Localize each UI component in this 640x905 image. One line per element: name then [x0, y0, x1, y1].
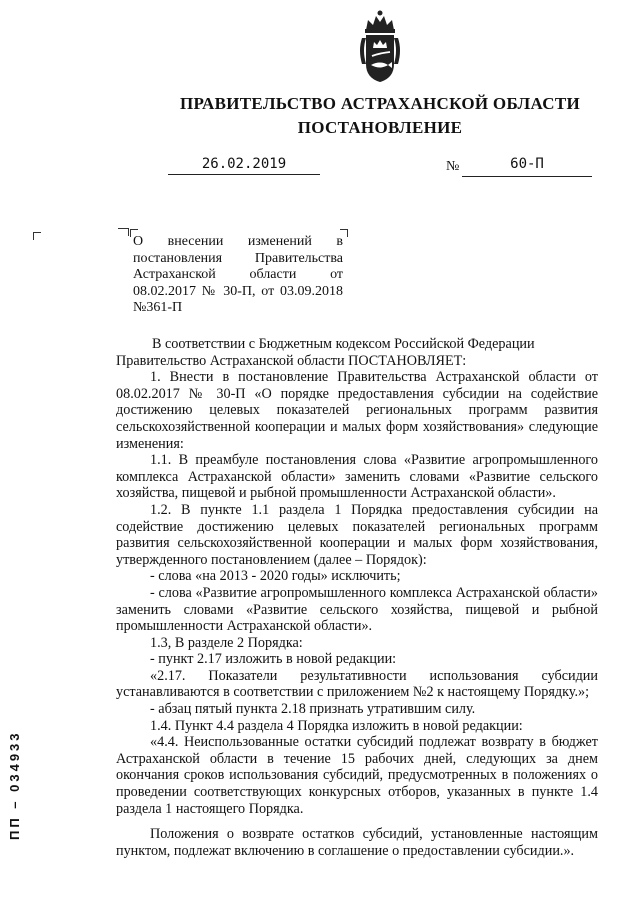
paragraph: Правительство Астраханской области ПОСТАНОВЛЯЕТ: — [116, 352, 467, 369]
paragraph: 1.2. В пункте 1.1 раздела 1 Порядка предоставления субсидии на содействие достижению целевых показателей региональных программ развития сельскохозяйственной кооперации и малых форм хозяйствования, утвержденного постановлением (далее – Порядок): — [116, 501, 598, 568]
number-sign: № — [446, 159, 460, 174]
paragraph: 1.4. Пункт 4.4 раздела 4 Порядка изложить в новой редакции: — [150, 717, 523, 734]
document-body — [116, 336, 598, 859]
document-subject — [133, 234, 343, 317]
astrakhan-coat-of-arms-icon — [352, 8, 408, 84]
paragraph: - абзац пятый пункта 2.18 признать утратившим силу. — [150, 701, 476, 718]
subject-corner-mark — [118, 228, 129, 236]
paragraph: Положения о возврате остатков субсидий, установленные настоящим пунктом, подлежат включению в соглашение о предоставлении субсидии.». — [116, 826, 598, 859]
paragraph: - слова «Развитие агропромышленного комплекса Астраханской области» заменить словами «Развитие сельского хозяйства, пищевой и рыбной промышленности Астраханской области». — [116, 584, 598, 635]
paragraph: В соответствии с Бюджетным кодексом Российской Федерации — [152, 336, 535, 352]
paragraph: 1. Внести в постановление Правительства Астраханской области от 08.02.2017 № 30-П «О порядке предоставления субсидии на содействие достижению целевых показателей региональных программ развития сельскохозяйственной кооперации и малых форм хозяйствования» следующие изменения: — [116, 369, 598, 452]
paragraph: «2.17. Показатели результативности использования субсидии устанавливаются в соответствии с приложением №2 к настоящему Порядку.»; — [116, 667, 598, 701]
paragraph: - пункт 2.17 изложить в новой редакции: — [150, 651, 397, 668]
date-underline — [168, 174, 320, 175]
document-number: 60-П — [510, 156, 544, 172]
subject-text: О внесении изменений в постановления Правительства Астраханской области от 08.02.2017 № 30-П, от 03.09.2018 №361-П — [133, 234, 343, 315]
document-date: 26.02.2019 — [201, 156, 287, 172]
number-underline — [462, 176, 592, 177]
document-type: ПОСТАНОВЛЕНИЕ — [297, 118, 463, 137]
margin-corner-mark — [33, 232, 41, 240]
serial-number: ПП – 034933 — [7, 730, 22, 840]
paragraph: 1.3, В разделе 2 Порядка: — [150, 634, 303, 651]
paragraph: - слова «на 2013 - 2020 годы» исключить; — [150, 568, 401, 585]
government-title: ПРАВИТЕЛЬСТВО АСТРАХАНСКОЙ ОБЛАСТИ — [180, 94, 580, 113]
paragraph: «4.4. Неиспользованные остатки субсидий подлежат возврату в бюджет Астраханской области в течение 15 рабочих дней, следующих за днем окончания сроков использования субсидий, предусмотренных в положениях о проведении соответствующих конкурсных отборов, указанных в пункте 1.4 раздела 1 настоящего Порядка. — [116, 734, 598, 817]
paragraph: 1.1. В преамбуле постановления слова «Развитие агропромышленного комплекса Астраханской области» заменить словами «Развитие сельского хозяйства, пищевой и рыбной промышленности Астраханской области». — [116, 452, 598, 502]
